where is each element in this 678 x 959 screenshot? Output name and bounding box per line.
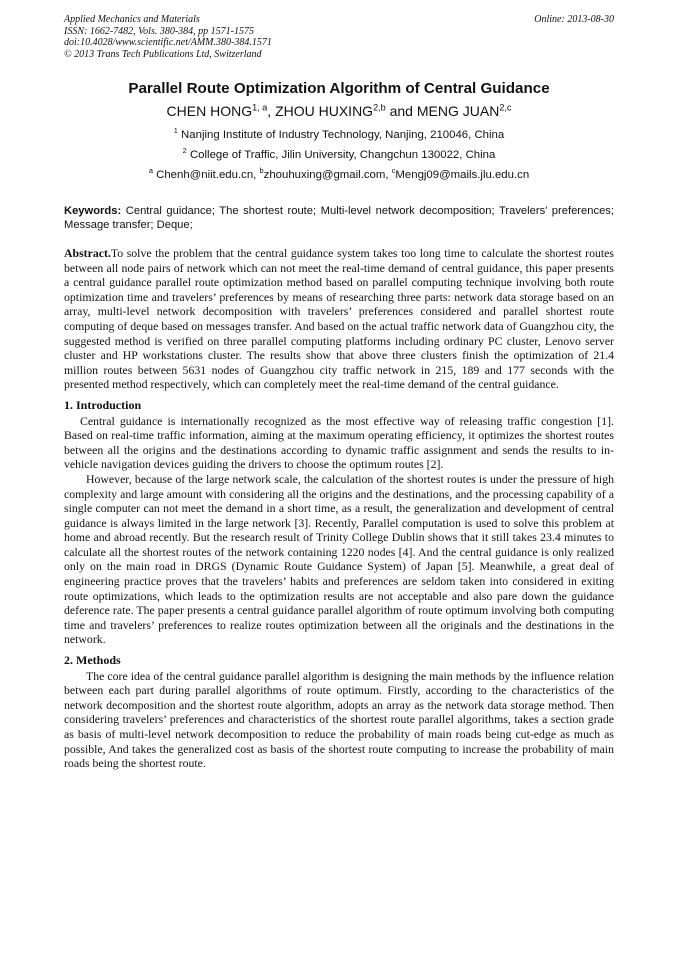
- author-affiliation-mark: 1, a: [252, 102, 268, 113]
- keywords-text: Central guidance; The shortest route; Multi-level network decomposition; Travelers’ preferences; Message transfer; Deque;: [64, 205, 614, 231]
- author-separator: ,: [267, 103, 276, 119]
- email-line: [64, 168, 614, 182]
- abstract-text: To solve the problem that the central guidance system takes too long time to calculate the shortest routes between all node pairs of network which can not meet the real-time demand of central guidance, this paper presents a central guidance parallel route optimization method based on parallel computing technique involving both route optimization time and travelers’ preferences by means of researching three parts: network data storage based on an array, multi-level network decomposition with travelers’ preferences considered and parallel shortest route computing of deque based on messages transfer. And based on the actual traffic network data of Guangzhou city, the suggested method is verified on three parallel computing platforms including ordinary PC cluster, Lenovo server cluster and HP workstations cluster. The results show that above three clusters finish the optimization of 21.4 million routes between 5631 nodes of Guangzhou city traffic network in 215, 189 and 177 seconds with the presented method respectively, which can completely meet the real-time demand of the central guidance.: [64, 246, 614, 392]
- keywords-label: Keywords:: [64, 205, 122, 217]
- affiliation-2: [64, 148, 614, 162]
- paragraph: Central guidance is internationally recognized as the most effective way of releasing traffic congestion [1]. Based on real-time traffic information, aiming at the maximum operating efficiency, it optimizes the shortest routes between all the origins and the destinations according to dynamic traffic assignment and sends the results to in-vehicle navigation devices guiding the drivers to choose the optimum routes [2].: [64, 413, 614, 472]
- author-affiliation-mark: 2,b: [373, 102, 386, 113]
- email-text: Mengj09@mails.jlu.edu.cn: [395, 169, 530, 181]
- abstract-label: Abstract.: [64, 246, 111, 260]
- author-separator: and: [385, 103, 417, 119]
- paragraph: However, because of the large network scale, the calculation of the shortest routes is under the pressure of high complexity and large amount with considering all the origins and the destinations, and the processing capability of a single computer can not meet the demand in a short time, as a result, the generalization and development of central guidance is always limited in the large network [3]. Recently, Parallel computation is used to solve this problem at home and abroad recently. But the research result of Trinity College Dublin shows that it still takes 23.4 minutes to calculate all the shortest routes of the network containing 1220 nodes [4]. And the central guidance is only realized only on the main road in DRGS (Dynamic Route Guidance System) of Japan [5]. Meanwhile, a great deal of engineering practice proves that the travelers’ habits and preferences are seldom taken into considered in exiting route optimizations, which leads to the optimization results are not acceptable and also pare down the guidance deference rate. The paper presents a central guidance parallel algorithm of route optimum involving both computing time and travelers’ preferences to realize routes optimization between all the originals and the destinations in the network.: [64, 471, 614, 647]
- email-text: Chenh@niit.edu.cn,: [152, 169, 260, 181]
- journal-header: [64, 14, 614, 60]
- keywords: [64, 204, 614, 232]
- email-mark: c: [391, 166, 396, 176]
- affiliation-text: College of Traffic, Jilin University, Changchun 130022, China: [186, 149, 496, 161]
- online-date: Online: 2013-08-30: [534, 14, 614, 25]
- author-affiliation-mark: 2,c: [499, 102, 512, 113]
- affiliation-mark: 1: [173, 126, 178, 136]
- email-text: zhouhuxing@gmail.com,: [263, 169, 392, 181]
- issn-line: ISSN: 1662-7482, Vols. 380-384, pp 1571-1575: [64, 25, 254, 37]
- author-name: ZHOU HUXING: [275, 103, 374, 119]
- doi-line: doi:10.4028/www.scientific.net/AMM.380-384.1571: [64, 37, 272, 48]
- paper-title: Parallel Route Optimization Algorithm of Central Guidance: [128, 80, 550, 97]
- affiliation-text: Nanjing Institute of Industry Technology, Nanjing, 210046, China: [177, 129, 505, 141]
- title-block: [64, 79, 614, 182]
- author-line: [64, 101, 614, 121]
- abstract: [64, 246, 614, 392]
- affiliation-mark: 2: [182, 146, 187, 156]
- author-name: CHEN HONG: [166, 103, 253, 119]
- copyright-line: © 2013 Trans Tech Publications Ltd, Switzerland: [64, 48, 262, 60]
- section-heading-methods: 2. Methods: [64, 653, 121, 668]
- email-mark: a: [148, 166, 153, 176]
- section-heading-introduction: 1. Introduction: [64, 397, 142, 412]
- affiliation-1: [64, 128, 614, 142]
- author-name: MENG JUAN: [416, 103, 500, 119]
- paragraph: The core idea of the central guidance parallel algorithm is designing the main methods by the influence relation between each part during parallel algorithms of route optimum. Firstly, according to the characteristics of the network decomposition and the shortest route algorithm, adopts an array as the network data storage method. Then considering travelers’ preferences and characteristics of the shortest route parallel algorithms, takes a section grade as basis of multi-level network decomposition to reduce the probability of main roads being cut-edge as much as possible, And takes the generalized cost as basis of the shortest route computing to increase the probability of main roads being the shortest route.: [64, 668, 614, 771]
- journal-name: Applied Mechanics and Materials: [64, 14, 200, 25]
- email-mark: b: [259, 166, 264, 176]
